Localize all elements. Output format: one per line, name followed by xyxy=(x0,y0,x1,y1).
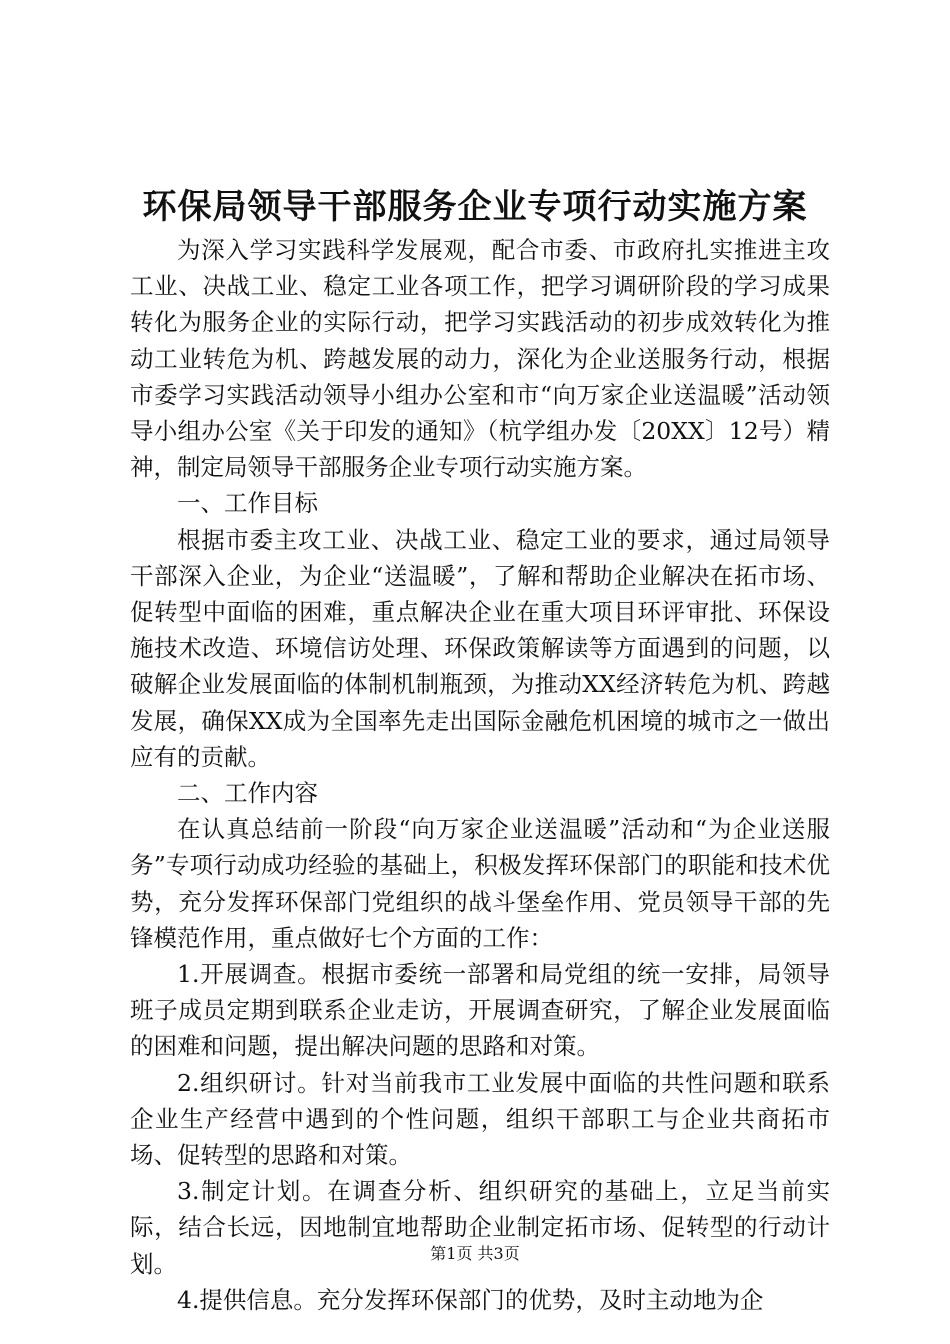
document-body xyxy=(130,232,830,1318)
section-heading-goals: 一、工作目标 xyxy=(177,489,318,518)
intro-paragraph: 为深入学习实践科学发展观，配合市委、市政府扎实推进主攻工业、决战工业、稳定工业各项工作，把学习调研阶段的学习成果转化为服务企业的实际行动，把学习实践活动的初步成效转化为推动工业转危为机、跨越发展的动力，深化为企业送服务行动，根据市委学习实践活动领导小组办公室和市“向万家企业送温暖”活动领导小组办公室《关于印发的通知》（杭学组办发〔20XX〕12号）精神，制定局领导干部服务企业专项行动实施方案。 xyxy=(130,236,830,482)
item-3-paragraph: 3.制定计划。在调查分析、组织研究的基础上，立足当前实际，结合长远，因地制宜地帮助企业制定拓市场、促转型的行动计划。 xyxy=(130,1177,830,1278)
item-1-paragraph: 1.开展调查。根据市委统一部署和局党组的统一安排，局领导班子成员定期到联系企业走访，开展调查研究，了解企业发展面临的困难和问题，提出解决问题的思路和对策。 xyxy=(130,960,830,1061)
item-2-paragraph: 2.组织研讨。针对当前我市工业发展中面临的共性问题和联系企业生产经营中遇到的个性问题，组织干部职工与企业共商拓市场、促转型的思路和对策。 xyxy=(130,1068,830,1170)
goals-paragraph: 根据市委主攻工业、决战工业、稳定工业的要求，通过局领导干部深入企业，为企业“送温暖”，了解和帮助企业解决在拓市场、促转型中面临的困难，重点解决企业在重大项目环评审批、环保设施技术改造、环境信访处理、环保政策解读等方面遇到的问题，以破解企业发展面临的体制机制瓶颈，为推动XX经济转危为机、跨越发展，确保XX成为全国率先走出国际金融危机困境的城市之一做出应有的贡献。 xyxy=(130,525,830,771)
document-title: 环保局领导干部服务企业专项行动实施方案 xyxy=(142,187,808,227)
content-paragraph: 在认真总结前一阶段“向万家企业送温暖”活动和“为企业送服务”专项行动成功经验的基础上，积极发挥环保部门的职能和技术优势，充分发挥环保部门党组织的战斗堡垒作用、党员领导干部的先锋模范作用，重点做好七个方面的工作： xyxy=(130,815,830,952)
page-footer: 第1页 共3页 xyxy=(430,1244,520,1263)
section-heading-content: 二、工作内容 xyxy=(177,779,318,808)
item-4-paragraph: 4.提供信息。充分发挥环保部门的优势，及时主动地为企 xyxy=(177,1285,764,1314)
